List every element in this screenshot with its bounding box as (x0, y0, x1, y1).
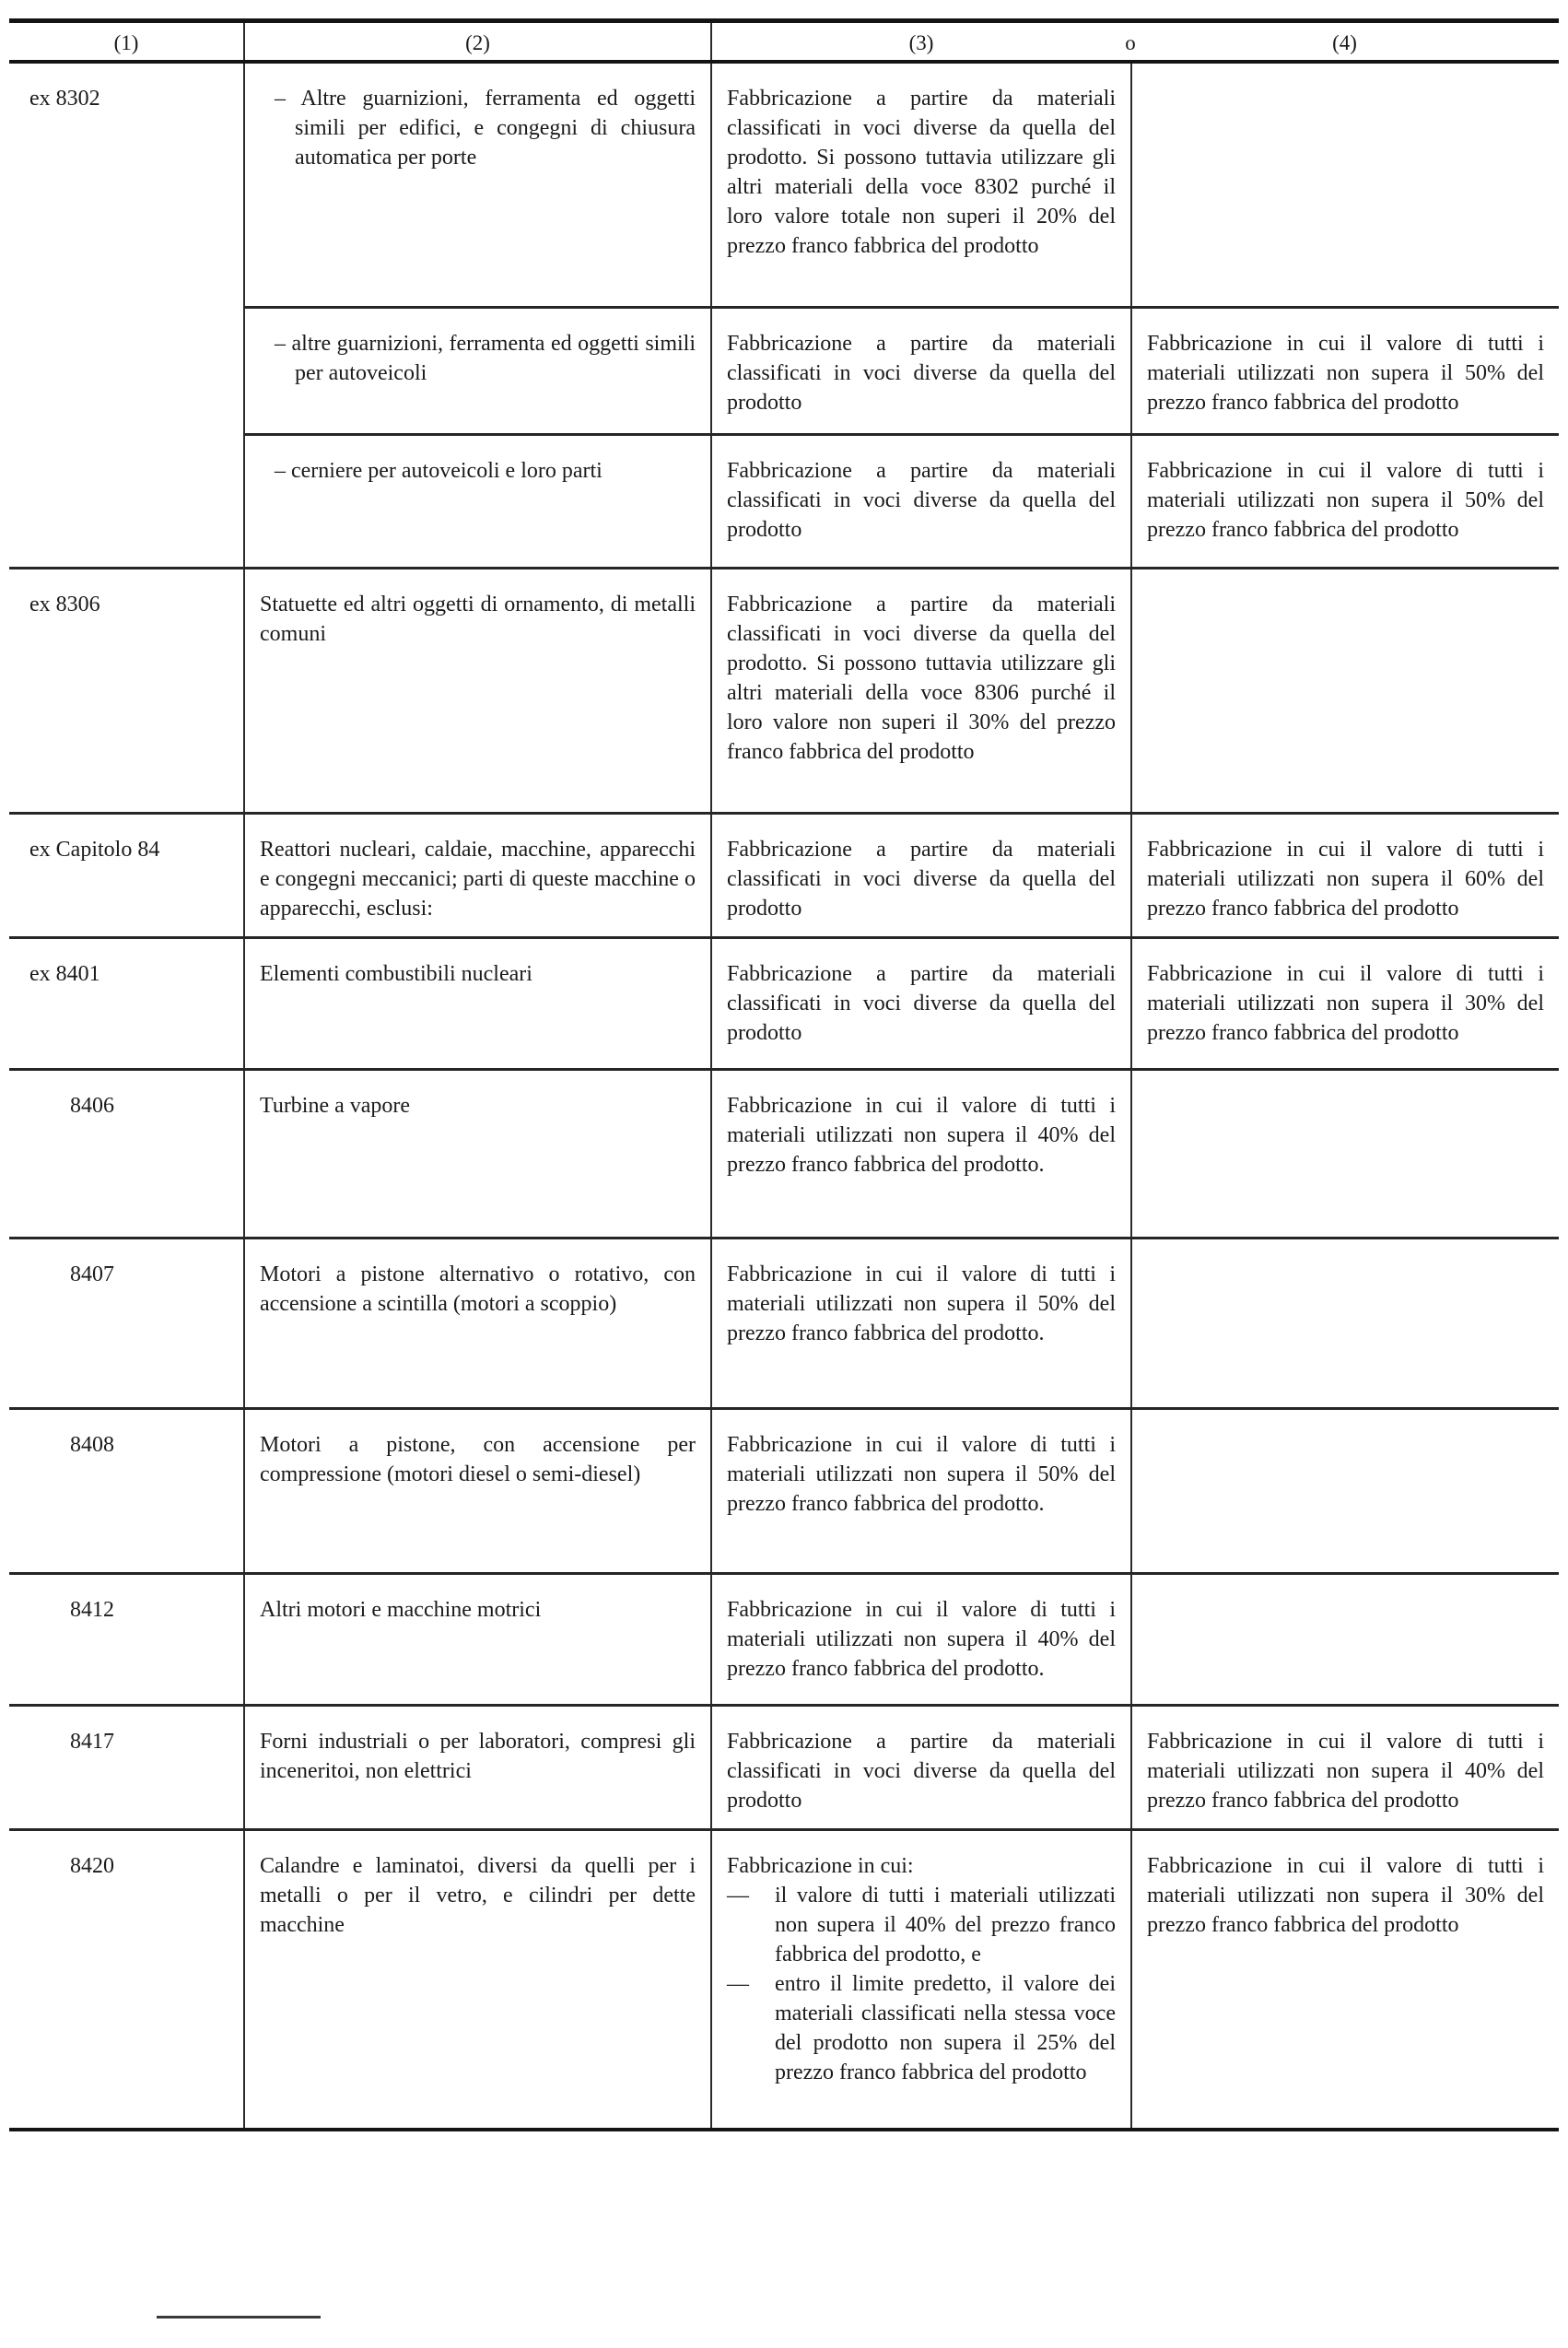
table-row-8408 (9, 1410, 1559, 1575)
cell-description: Reattori nucleari, caldaie, macchine, apparecchi e congegni meccanici; parti di queste macchine o apparecchi, esclusi: (243, 815, 710, 936)
cell-rule-value (1130, 1575, 1559, 1704)
rule-intro: Fabbricazione in cui: (727, 1854, 914, 1878)
origin-rules-table (9, 18, 1559, 2131)
list-dash-mark: — (727, 1972, 749, 1996)
cell-heading: 8417 (70, 1730, 114, 1754)
table-row-ex-8302 (9, 64, 1559, 309)
cell-heading (9, 436, 243, 567)
table-row-ex-8306 (9, 569, 1559, 815)
table-row-8412 (9, 1575, 1559, 1707)
cell-rule-value (1130, 1239, 1559, 1407)
table-header-row (9, 23, 1559, 64)
cell-description: Calandre e laminatoi, diversi da quelli per i metalli o per il vetro, e cilindri per dette macchine (243, 1831, 710, 2128)
cell-rule-working: Fabbricazione a partire da materiali classificati in voci diverse da quella del prodotto (710, 436, 1130, 567)
cell-rule-value: Fabbricazione in cui il valore di tutti i materiali utilizzati non supera il 50% del prezzo franco fabbrica del prodotto (1130, 309, 1559, 436)
cell-heading (9, 309, 243, 436)
cell-heading: 8412 (70, 1598, 114, 1622)
cell-rule-value: Fabbricazione in cui il valore di tutti i materiali utilizzati non supera il 50% del prezzo franco fabbrica del prodotto (1130, 436, 1559, 567)
cell-heading: 8407 (70, 1262, 114, 1286)
cell-description (243, 436, 710, 567)
rule-item-text: il valore di tutti i materiali utilizzati non supera il 40% del prezzo franco fabbrica del prodotto, e (775, 1884, 1116, 1966)
cell-rule-working: Fabbricazione a partire da materiali classificati in voci diverse da quella del prodotto (710, 939, 1130, 1068)
cell-rule-working: Fabbricazione a partire da materiali classificati in voci diverse da quella del prodotto (710, 309, 1130, 436)
table-row-ex-8401 (9, 939, 1559, 1071)
cell-rule-working (710, 1831, 1130, 2128)
col-header-4: (4) (1332, 31, 1357, 54)
cell-description (243, 309, 710, 436)
col-header-1: (1) (113, 31, 139, 54)
cell-description (243, 64, 710, 309)
cell-rule-value (1130, 64, 1559, 309)
cell-description: Elementi combustibili nucleari (243, 939, 710, 1068)
cell-description: Forni industriali o per laboratori, compresi gli inceneritoi, non elettrici (243, 1707, 710, 1828)
cell-rule-value (1130, 1410, 1559, 1572)
cell-description: Motori a pistone, con accensione per compressione (motori diesel o semi-diesel) (243, 1410, 710, 1572)
cell-rule-value: Fabbricazione in cui il valore di tutti i materiali utilizzati non supera il 40% del prezzo franco fabbrica del prodotto (1130, 1707, 1559, 1828)
cell-rule-working: Fabbricazione a partire da materiali classificati in voci diverse da quella del prodotto. Si possono tuttavia utilizzare gli altri materiali della voce 8306 purché il loro valore non superi il 30% del prezzo franco fabbrica del prodotto (710, 569, 1130, 812)
col-header-2: (2) (243, 23, 710, 60)
cell-heading: 8408 (70, 1433, 114, 1457)
table-row-ex-capitolo-84 (9, 815, 1559, 939)
cell-rule-value (1130, 1071, 1559, 1237)
col-header-3: (3) (710, 23, 1130, 60)
cell-rule-working: Fabbricazione a partire da materiali classificati in voci diverse da quella del prodotto. Si possono tuttavia utilizzare gli altri materiali della voce 8302 purché il loro valore totale non superi il 20% del prezzo franco fabbrica del prodotto (710, 64, 1130, 309)
cell-rule-value: Fabbricazione in cui il valore di tutti i materiali utilizzati non supera il 30% del prezzo franco fabbrica del prodotto (1130, 939, 1559, 1068)
cell-heading: ex 8306 (29, 593, 100, 616)
description-text: – altre guarnizioni, ferramenta ed oggetti simili per autoveicoli (275, 332, 696, 385)
cell-rule-working: Fabbricazione a partire da materiali classificati in voci diverse da quella del prodotto (710, 815, 1130, 936)
cell-rule-value (1130, 569, 1559, 812)
table-row-8407 (9, 1239, 1559, 1410)
cell-description: Altri motori e macchine motrici (243, 1575, 710, 1704)
rule-list-item (727, 1969, 1116, 2087)
cell-heading: ex 8401 (29, 962, 100, 986)
cell-heading: 8420 (70, 1854, 114, 1878)
cell-heading: ex Capitolo 84 (29, 838, 160, 862)
table-row-ex-8302-cerniere (9, 436, 1559, 569)
table-row-8406 (9, 1071, 1559, 1239)
cell-rule-value: Fabbricazione in cui il valore di tutti i materiali utilizzati non supera il 30% del prezzo franco fabbrica del prodotto (1130, 1831, 1559, 2128)
cell-rule-working: Fabbricazione in cui il valore di tutti i materiali utilizzati non supera il 50% del prezzo franco fabbrica del prodotto. (710, 1410, 1130, 1572)
cell-description: Motori a pistone alternativo o rotativo, con accensione a scintilla (motori a scoppio) (243, 1239, 710, 1407)
col-header-or: o (1125, 31, 1136, 54)
cell-rule-working: Fabbricazione in cui il valore di tutti i materiali utilizzati non supera il 40% del prezzo franco fabbrica del prodotto. (710, 1575, 1130, 1704)
cell-description: Statuette ed altri oggetti di ornamento, di metalli comuni (243, 569, 710, 812)
cell-rule-working: Fabbricazione a partire da materiali classificati in voci diverse da quella del prodotto (710, 1707, 1130, 1828)
cell-heading: 8406 (70, 1094, 114, 1118)
cell-description: Turbine a vapore (243, 1071, 710, 1237)
cell-rule-value: Fabbricazione in cui il valore di tutti i materiali utilizzati non supera il 60% del prezzo franco fabbrica del prodotto (1130, 815, 1559, 936)
cell-rule-working: Fabbricazione in cui il valore di tutti i materiali utilizzati non supera il 50% del prezzo franco fabbrica del prodotto. (710, 1239, 1130, 1407)
description-text: – cerniere per autoveicoli e loro parti (275, 459, 603, 483)
table-row-ex-8302-autoveicoli (9, 309, 1559, 436)
rule-list-item (727, 1881, 1116, 1969)
list-dash-mark: — (727, 1884, 749, 1908)
cell-rule-working: Fabbricazione in cui il valore di tutti i materiali utilizzati non supera il 40% del prezzo franco fabbrica del prodotto. (710, 1071, 1130, 1237)
footnote-rule-fragment (157, 2316, 321, 2319)
cell-heading: ex 8302 (29, 87, 100, 111)
description-text: – Altre guarnizioni, ferramenta ed oggetti simili per edifici, e congegni di chiusura automatica per porte (275, 87, 696, 170)
table-row-8417 (9, 1707, 1559, 1831)
rule-item-text: entro il limite predetto, il valore dei materiali classificati nella stessa voce del prodotto non supera il 25% del prezzo franco fabbrica del prodotto (775, 1972, 1116, 2084)
table-row-8420 (9, 1831, 1559, 2128)
